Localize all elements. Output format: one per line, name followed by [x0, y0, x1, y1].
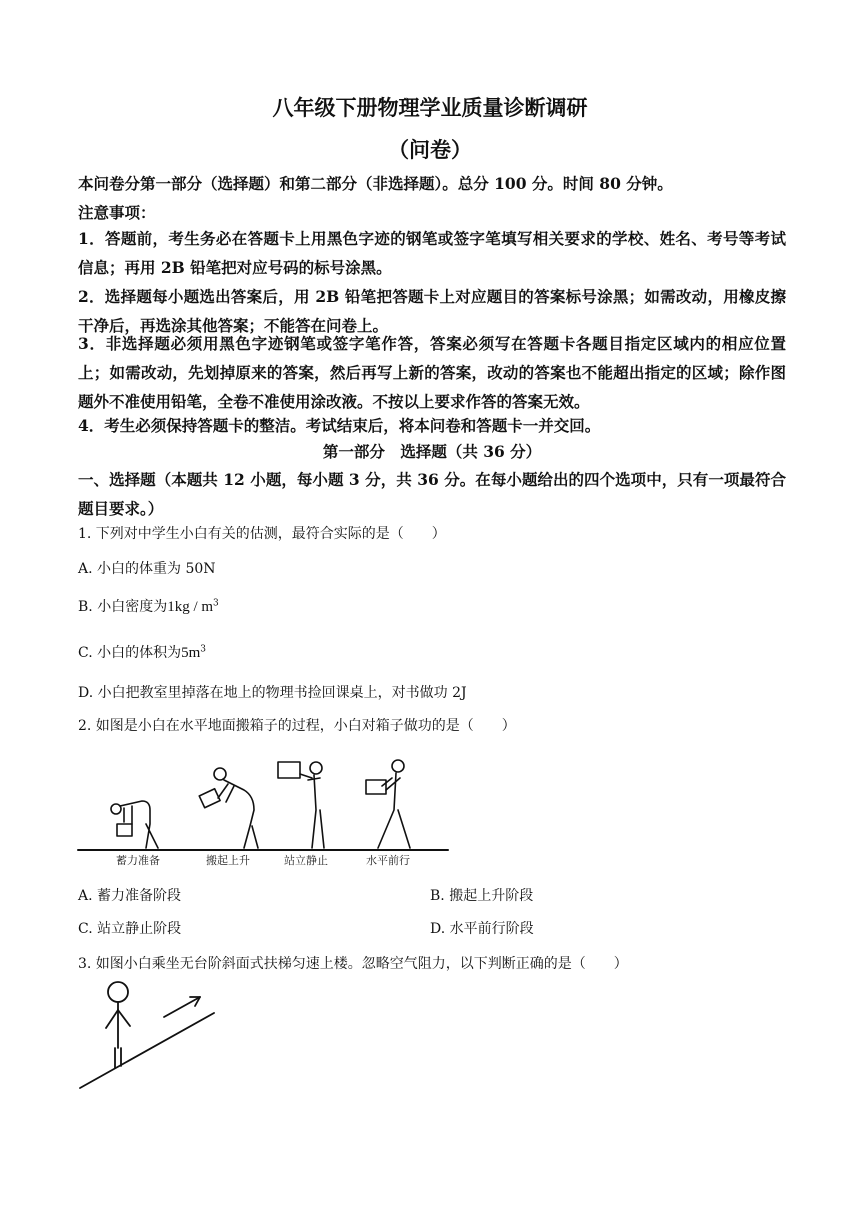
notice-item-2: 2．选择题每小题选出答案后，用 2B 铅笔把答题卡上对应题目的答案标号涂黑；如需改动，用橡皮擦干净后，再选涂其他答案；不能答在问卷上。 — [78, 287, 786, 335]
notice-item-4: 4．考生必须保持答题卡的整洁。考试结束后，将本问卷和答题卡一并交回。 — [78, 416, 601, 435]
page-subtitle: （问卷） — [388, 137, 472, 162]
question-3-stem: 3. 如图小白乘坐无台阶斜面式扶梯匀速上楼。忽略空气阻力，以下判断正确的是（ ） — [78, 956, 628, 972]
question-2-option-b: B. 搬起上升阶段 — [430, 888, 534, 904]
exam-summary: 本问卷分第一部分（选择题）和第二部分（非选择题）。总分 100 分。时间 80 分钟。 — [78, 174, 673, 193]
part1-heading: 第一部分 选择题（共 36 分） — [322, 442, 542, 461]
figure-caption-4: 水平前行 — [366, 854, 410, 867]
notice-heading: 注意事项： — [78, 203, 156, 222]
option-b-text: B. 小白密度为 — [78, 599, 168, 615]
question-2-option-c: C. 站立静止阶段 — [78, 921, 182, 937]
option-d-text: D. 小白把教室里掉落在地上的物理书捡回课桌上，对书做功 2J — [78, 685, 467, 701]
option-a-text: A. 小白的体重为 50N — [78, 561, 216, 577]
page-title: 八年级下册物理学业质量诊断调研 — [272, 95, 588, 120]
question-2-option-a: A. 蓄力准备阶段 — [78, 888, 182, 904]
question-1-option-a — [78, 560, 216, 578]
option-b-exponent: 3 — [213, 598, 219, 609]
option-b-unit: 1kg / m — [167, 599, 214, 615]
question-2-option-d: D. 水平前行阶段 — [430, 921, 534, 937]
figure-caption-2: 搬起上升 — [206, 854, 250, 867]
escalator-figure — [76, 980, 218, 1092]
option-c-unit: 5m — [181, 645, 201, 661]
question-2-stem: 2. 如图是小白在水平地面搬箱子的过程，小白对箱子做功的是（ ） — [78, 718, 516, 734]
option-c-text: C. 小白的体积为 — [78, 645, 182, 661]
figure-caption-3: 站立静止 — [284, 854, 328, 867]
question-1-option-b — [78, 598, 219, 616]
box-carrying-figure — [76, 752, 456, 874]
figure-caption-1: 蓄力准备 — [116, 854, 160, 867]
direction-arrow-icon — [164, 997, 200, 1017]
question-1-stem: 1. 下列对中学生小白有关的估测，最符合实际的是（ ） — [78, 526, 446, 542]
option-c-exponent: 3 — [200, 644, 207, 655]
section-heading: 一、选择题（本题共 12 小题，每小题 3 分，共 36 分。在每小题给出的四个选项中，只有一项最符合题目要求。） — [78, 470, 786, 518]
question-1-option-d — [78, 684, 467, 702]
notice-item-3: 3．非选择题必须用黑色字迹钢笔或签字笔作答，答案必须写在答题卡各题目指定区域内的相应位置上；如需改动，先划掉原来的答案，然后再写上新的答案，改动的答案也不能超出指定的区域；除作图题外不准使用铅笔，全卷不准使用涂改液。不按以上要求作答的答案无效。 — [78, 334, 786, 411]
question-1-option-c — [78, 644, 206, 662]
notice-item-1: 1．答题前，考生务必在答题卡上用黑色字迹的钢笔或签字笔填写相关要求的学校、姓名、考号等考试信息；再用 2B 铅笔把对应号码的标号涂黑。 — [78, 229, 786, 277]
